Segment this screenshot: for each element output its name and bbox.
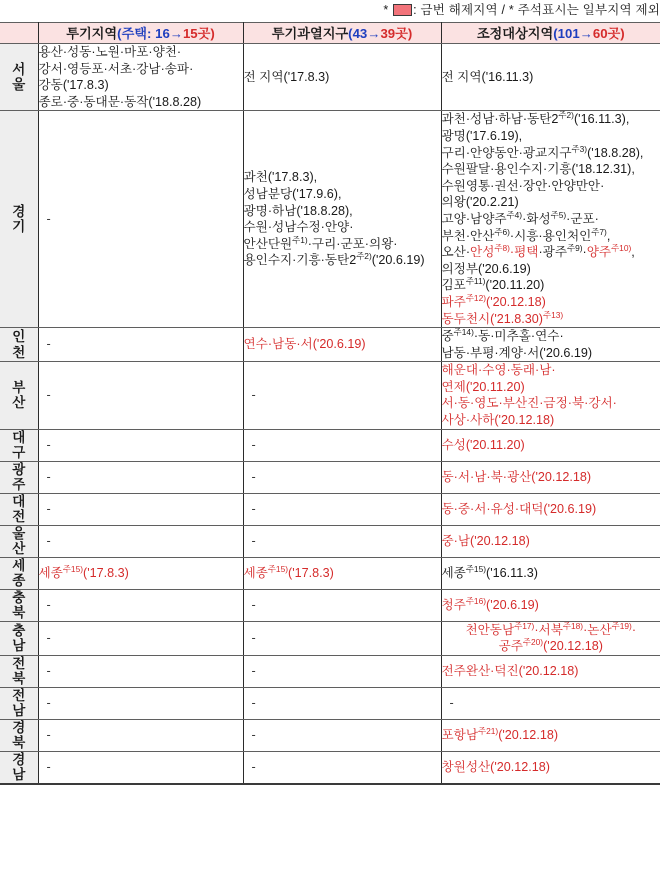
cell-overheated-district: - <box>243 621 441 655</box>
cell-overheated-district: 전 지역('17.8.3) <box>243 44 441 111</box>
table-row <box>0 621 660 655</box>
cell-adjustment-area: 수성('20.11.20) <box>441 429 660 461</box>
legend-note <box>0 1 660 19</box>
table-row <box>0 493 660 525</box>
table-row <box>0 461 660 493</box>
region-label: 서 울 <box>0 44 38 111</box>
table-row <box>0 44 660 111</box>
table-row <box>0 362 660 429</box>
region-label: 전 남 <box>0 687 38 719</box>
table-row <box>0 525 660 557</box>
header-col1-suffix: 곳) <box>197 25 215 41</box>
cell-speculation-zone: - <box>38 328 243 362</box>
header-col1-new: 15 <box>182 25 198 41</box>
header-col3-arrow: → <box>579 25 593 41</box>
cell-speculation-zone: - <box>38 111 243 328</box>
table-row <box>0 328 660 362</box>
header-col2-title: 투기과열지구 <box>271 25 349 41</box>
header-overheated-district <box>243 23 441 44</box>
cell-overheated-district: - <box>243 655 441 687</box>
region-label: 세 종 <box>0 557 38 589</box>
cell-adjustment-area: - <box>441 687 660 719</box>
cell-speculation-zone: - <box>38 687 243 719</box>
header-col1-prefix: (주택: <box>117 25 156 41</box>
table-row <box>0 687 660 719</box>
table-head <box>0 23 660 44</box>
cell-adjustment-area: 창원성산('20.12.18) <box>441 751 660 784</box>
table-row <box>0 429 660 461</box>
header-col2-arrow: → <box>367 25 381 41</box>
header-col3-prefix: ( <box>553 25 558 41</box>
cell-overheated-district: - <box>243 493 441 525</box>
table-body <box>0 44 660 784</box>
region-label: 대 전 <box>0 493 38 525</box>
regulation-zones-table <box>0 22 660 785</box>
region-label: 경 기 <box>0 111 38 328</box>
header-speculation-zone <box>38 23 243 44</box>
header-col1-title: 투기지역 <box>66 25 118 41</box>
header-col1-old: 16 <box>155 25 170 41</box>
cell-adjustment-area: 동·서·남·북·광산('20.12.18) <box>441 461 660 493</box>
region-label: 인 천 <box>0 328 38 362</box>
cell-adjustment-area: 세종$^{주15)}$('16.11.3) <box>441 557 660 589</box>
cell-speculation-zone: - <box>38 589 243 621</box>
header-row <box>0 23 660 44</box>
header-col3-old: 101 <box>557 25 580 41</box>
region-label: 부 산 <box>0 362 38 429</box>
cell-overheated-district: - <box>243 589 441 621</box>
cell-speculation-zone: - <box>38 493 243 525</box>
cell-speculation-zone: - <box>38 525 243 557</box>
region-label: 울 산 <box>0 525 38 557</box>
cell-overheated-district: - <box>243 687 441 719</box>
cell-overheated-district: - <box>243 362 441 429</box>
region-label: 전 북 <box>0 655 38 687</box>
header-col3-new: 60 <box>592 25 608 41</box>
cell-overheated-district: 세종$^{주15)}$('17.8.3) <box>243 557 441 589</box>
cell-adjustment-area: 전주완산·덕진('20.12.18) <box>441 655 660 687</box>
cell-adjustment-area: 중·남('20.12.18) <box>441 525 660 557</box>
header-adjustment-target-area <box>441 23 660 44</box>
legend-swatch-label: : 금번 해제지역 <box>413 3 498 17</box>
table-row <box>0 557 660 589</box>
cell-speculation-zone: - <box>38 719 243 751</box>
region-label: 충 남 <box>0 621 38 655</box>
cell-overheated-district: 연수·남동·서('20.6.19) <box>243 328 441 362</box>
region-label: 경 북 <box>0 719 38 751</box>
legend-separator: / <box>501 3 506 17</box>
header-col2-prefix: ( <box>348 25 353 41</box>
cell-speculation-zone: - <box>38 429 243 461</box>
cell-overheated-district: - <box>243 751 441 784</box>
legend-color-swatch <box>393 4 412 16</box>
region-label: 경 남 <box>0 751 38 784</box>
cell-overheated-district: - <box>243 429 441 461</box>
header-col2-new: 39 <box>380 25 396 41</box>
header-col1-arrow: → <box>169 25 183 41</box>
cell-adjustment-area: 천안동남$^{주17)}$·서북$^{주18)}$·논산$^{주19)}$· 공주$^{주20)}$('20.12.18) <box>441 621 660 655</box>
cell-overheated-district: - <box>243 461 441 493</box>
legend-prefix: * <box>383 3 389 17</box>
region-label: 광 주 <box>0 461 38 493</box>
table-row <box>0 589 660 621</box>
cell-adjustment-area: 청주$^{주16)}$('20.6.19) <box>441 589 660 621</box>
cell-speculation-zone: - <box>38 751 243 784</box>
cell-adjustment-area: 전 지역('16.11.3) <box>441 44 660 111</box>
cell-speculation-zone: - <box>38 461 243 493</box>
table-row <box>0 751 660 784</box>
cell-adjustment-area: 포항남$^{주21)}$('20.12.18) <box>441 719 660 751</box>
table-row <box>0 111 660 328</box>
table-row <box>0 655 660 687</box>
table-row <box>0 719 660 751</box>
region-label: 대 구 <box>0 429 38 461</box>
cell-speculation-zone: - <box>38 621 243 655</box>
legend-footnote-note: * 주석표시는 일부지역 제외 <box>508 3 660 17</box>
cell-speculation-zone: - <box>38 655 243 687</box>
region-label: 충 북 <box>0 589 38 621</box>
cell-speculation-zone: 세종$^{주15)}$('17.8.3) <box>38 557 243 589</box>
header-col2-old: 43 <box>352 25 368 41</box>
cell-overheated-district: 과천('17.8.3), 성남분당('17.9.6), 광명·하남('18.8.28), 수원·성남수정·안양· 안산단원$^{주1)}$·구리·군포·의왕· 용인수지·기흥·동탄$2^{주2)}('20.6.19)$ <box>243 111 441 328</box>
cell-overheated-district: - <box>243 525 441 557</box>
cell-speculation-zone: 용산·성동·노원·마포·양천· 강서·영등포·서초·강남·송파· 강동('17.8.3) 종로·중·동대문·동작('18.8.28) <box>38 44 243 111</box>
cell-overheated-district: - <box>243 719 441 751</box>
cell-adjustment-area: 중$^{주14)}$·동·미추홀·연수· 남동·부평·계양·서('20.6.19) <box>441 328 660 362</box>
header-col3-suffix: 곳) <box>607 25 625 41</box>
cell-adjustment-area: 해운대·수영·동래·남· 연제('20.11.20) 서·동·영도·부산진·금정·북·강서· 사상·사하('20.12.18) <box>441 362 660 429</box>
cell-speculation-zone: - <box>38 362 243 429</box>
cell-adjustment-area: 동·중·서·유성·대덕('20.6.19) <box>441 493 660 525</box>
header-col3-title: 조정대상지역 <box>476 25 554 41</box>
header-col2-suffix: 곳) <box>395 25 413 41</box>
cell-adjustment-area: 과천·성남·하남·동탄$2^{주2)}('16.11.3)$, 광명('17.6.19), 구리·안양동안·광교지구$^{주3)}$('18.8.28), 수원팔달·용인수지·기흥('18.12.31), 수원영통·권선·장안·안양만안· 의왕('20.2.21) 고양·남양주$^{주4)}$·화성$^{주5)}$·군포· 부천·안산$^{주6)}$·시흥·용인처인$^{주7)}$, 오산·안성$^{주8)}$·평택·광주$^{주9)}$·양주$^{주10)}$, 의정부('20.6.19) 김포$^{주11)}$('20.11.20) 파주$^{주12)}$('20.12.18) 동두천시$('21.8.30)^{주13)}$ <box>441 111 660 328</box>
header-region <box>0 23 38 44</box>
